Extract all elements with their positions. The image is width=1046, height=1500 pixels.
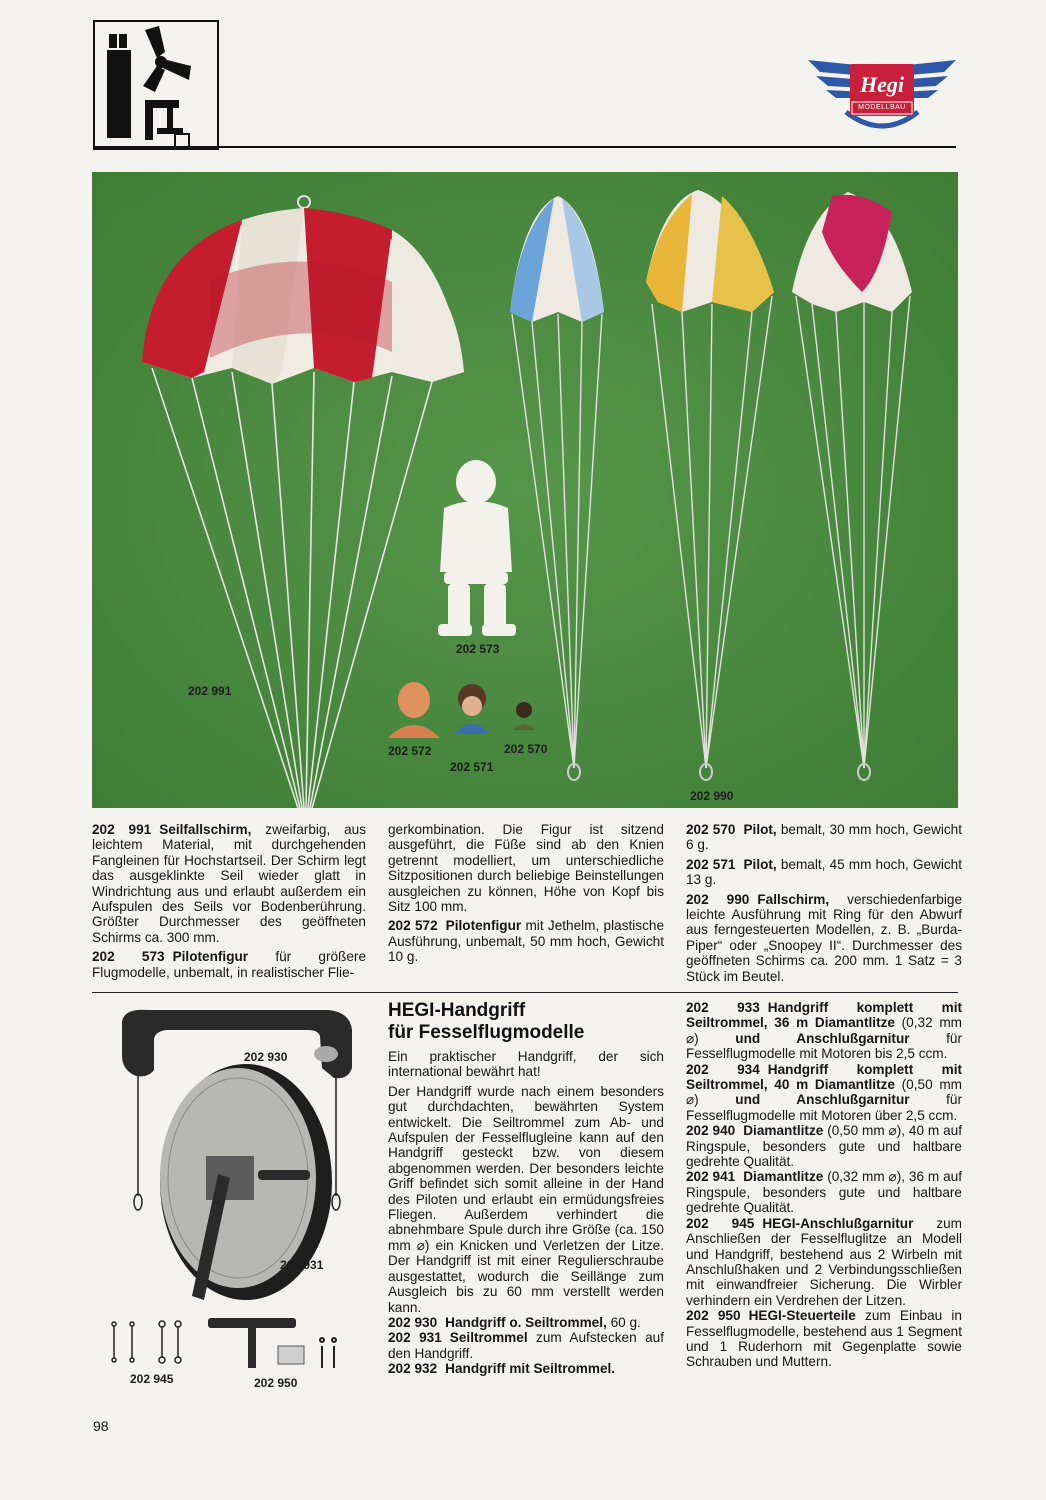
handle-reel-illustration	[108, 1006, 363, 1311]
item-code: 202 932	[388, 1361, 438, 1377]
item-title: Diamantlitze	[743, 1123, 824, 1139]
item-title: Handgriff mit Seiltrommel.	[445, 1361, 616, 1377]
hegi-logo-text: Hegi	[860, 72, 904, 97]
label-202990: 202 990	[690, 789, 734, 803]
entry-202945	[686, 1216, 962, 1308]
item-title: Pilotenfigur	[172, 949, 249, 965]
item-description: gerkombination. Die Figur ist sitzend ausgeführt, die Füße sind ab den Knien getrennt modelliert, um unterschiedliche Sitzpositionen durch beliebige Beinstellungen ausgleichen zu können, Höhe von Kopf bis Sitz 100 mm.	[388, 822, 664, 915]
item-code: 202 945	[686, 1215, 755, 1231]
entry-202934	[686, 1062, 962, 1124]
parts-illustration	[108, 1316, 348, 1390]
item-title: Pilot,	[743, 856, 777, 872]
entry-202571	[686, 857, 962, 888]
item-code: 202 991	[92, 822, 152, 837]
section-rule	[92, 992, 958, 993]
entry-202931	[388, 1330, 664, 1361]
item-title-2: und Anschlußgarnitur	[735, 1030, 910, 1046]
heading-line-2: für Fesselflugmodelle	[388, 1022, 585, 1043]
item-description: mit Jethelm, plastische Ausführung, unbemalt, 50 mm hoch, Gewicht 10 g.	[388, 918, 665, 965]
item-code: 202 571	[686, 856, 736, 872]
item-title: Seiltrommel	[449, 1330, 528, 1346]
handle-and-reel-icon	[108, 1006, 363, 1311]
entry-202990	[686, 892, 962, 984]
entry-202932	[388, 1361, 664, 1376]
item-code: 202 573	[92, 949, 165, 965]
item-description: verschiedenfarbige leichte Ausführung mit Ring für den Abwurf aus ferngesteuerten Modellen, z. B. „Burda-Piper“ oder „Snoopey II“. Durchmesser des geöffneten Schirms ca. 200 mm. 1 Satz = 3 Stück im Beutel.	[686, 891, 963, 984]
item-description: (0,50 mm ⌀)	[686, 1077, 962, 1108]
swivels-and-control-parts-icon	[108, 1316, 348, 1370]
label-202572: 202 572	[388, 744, 432, 758]
label-202991: 202 991	[188, 684, 232, 698]
label-202950: 202 950	[254, 1376, 298, 1390]
entry-202572	[388, 918, 664, 964]
item-code: 202 990	[686, 891, 750, 907]
item-title: Handgriff komplett mit Seiltrommel, 36 m Diamantlitze	[686, 1000, 963, 1031]
item-code: 202 931	[388, 1330, 442, 1346]
item-description: zweifarbig, aus leichtem Material, mit durchgehenden Fangleinen für Hochstartseil. Der Schirm legt das ausgeklinkte Seil wieder glatt in Windrichtung aus und erlaubt außerdem ein Aufspulen des Seils vor Bodenberührung. Größter Durchmesser des geöffneten Schirms ca. 300 mm.	[92, 822, 367, 945]
hegi-logo-subtitle: MODELLBAU	[858, 104, 906, 111]
item-title: Pilotenfigur	[445, 918, 522, 934]
heading-line-1: HEGI-Handgriff	[388, 1000, 526, 1021]
item-code: 202 570	[686, 822, 736, 837]
item-description: (0,32 mm ⌀)	[686, 1015, 962, 1046]
lower-column-3	[686, 1000, 962, 1374]
entry-202570	[686, 822, 962, 853]
item-title: HEGI-Steuerteile	[748, 1308, 856, 1324]
label-202945: 202 945	[130, 1372, 174, 1386]
upper-column-3	[686, 822, 962, 988]
item-code: 202 940	[686, 1123, 736, 1139]
upper-column-2	[388, 822, 664, 969]
item-code: 202 572	[388, 918, 438, 934]
item-description: (0,32 mm ⌀), 36 m auf Ringspule, besonders gute und haltbare gedrehte Qualität.	[686, 1169, 962, 1216]
item-description: bemalt, 30 mm hoch, Gewicht 6 g.	[686, 822, 963, 853]
item-code: 202 941	[686, 1169, 736, 1185]
glue-propeller-clamp-icon	[95, 22, 217, 148]
item-code: 202 933	[686, 1000, 760, 1015]
label-202570: 202 570	[504, 742, 548, 756]
item-code: 202 934	[686, 1061, 760, 1077]
item-title: Pilot,	[743, 822, 777, 837]
product-photo	[92, 172, 958, 808]
upper-column-1	[92, 822, 366, 984]
item-description: 60 g.	[610, 1314, 641, 1330]
label-202573: 202 573	[456, 642, 500, 656]
entry-202573-cont	[388, 822, 664, 914]
label-202930: 202 930	[244, 1050, 288, 1064]
item-description-2: für Fesselflugmodelle mit Motoren bis 2,5 ccm.	[686, 1030, 963, 1062]
item-description-2: für Fesselflugmodelle mit Motoren über 2,5 ccm.	[686, 1092, 963, 1123]
item-description: (0,50 mm ⌀), 40 m auf Ringspule, besonders gute und haltbare gedrehte Qualität.	[686, 1123, 962, 1170]
entry-202950	[686, 1308, 962, 1370]
item-description: zum Anschließen der Fesselfluglitze an Modell und Handgriff, bestehend aus 2 Wirbeln mit Anschlußhaken und 2 Verbindungsschließen mit einwandfreier Sicherung. Die Wirbler verhindern ein Verdrehen der Litzen.	[686, 1215, 962, 1308]
section-heading	[388, 1000, 668, 1044]
item-code: 202 930	[388, 1314, 438, 1330]
label-202571: 202 571	[450, 760, 494, 774]
hegi-logo	[806, 54, 958, 134]
entry-202940	[686, 1123, 962, 1169]
item-title: Diamantlitze	[743, 1169, 824, 1185]
entry-202941	[686, 1169, 962, 1215]
item-title: Fallschirm,	[757, 891, 830, 907]
entry-202930	[388, 1315, 664, 1330]
category-icon	[93, 20, 219, 150]
item-description: zum Einbau in Fesselflugmodelle, bestehend aus 1 Segment und 1 Ruderhorn mit Gegenplatte sowie Schrauben und Muttern.	[686, 1308, 962, 1370]
page-number: 98	[93, 1418, 109, 1434]
header-rule	[93, 146, 956, 148]
item-title-2: und Anschlußgarnitur	[735, 1092, 910, 1108]
entry-202991	[92, 822, 366, 945]
item-title: HEGI-Anschlußgarnitur	[762, 1215, 914, 1231]
item-title: Handgriff o. Seiltrommel,	[445, 1314, 607, 1330]
lower-column-2	[388, 1049, 664, 1381]
item-title: Handgriff komplett mit Seiltrommel, 40 m Diamantlitze	[686, 1061, 963, 1093]
item-description: für größere Flugmodelle, unbemalt, in realistischer Flie-	[92, 949, 366, 980]
intro-paragraph: Ein praktischer Handgriff, der sich international bewährt hat!	[388, 1049, 664, 1080]
entry-202573	[92, 949, 366, 980]
item-title: Seilfallschirm,	[159, 822, 252, 837]
body-paragraph: Der Handgriff wurde nach einem besonders gut durchdachten, bewährten System entwickelt. Die Seiltrommel zum Ab- und Aufspulen der Fesselflugleine kann auf den Handgriff gesteckt bzw. von diesem abgenommen werden. Der besonders leichte Griff befindet sich somit alleine in der Hand des Piloten und erlaubt ein ermüdungsfreies Fliegen. Außerdem verhindert die abnehmbare Spule durch ihre Größe (ca. 150 mm ⌀) ein Knicken und Verletzen der Litze. Der Handgriff ist mit einer Regulierschraube ausgestattet, wodurch die Seillänge zum Ausgleich bis zu 60 mm verstellt werden kann.	[388, 1083, 664, 1315]
item-description: bemalt, 45 mm hoch, Gewicht 13 g.	[686, 856, 963, 888]
item-code: 202 950	[686, 1308, 741, 1324]
entry-202933	[686, 1000, 962, 1062]
parachutes-illustration	[92, 172, 958, 808]
label-202931: 202 931	[280, 1258, 324, 1272]
item-description: zum Aufstecken auf den Handgriff.	[388, 1330, 664, 1361]
